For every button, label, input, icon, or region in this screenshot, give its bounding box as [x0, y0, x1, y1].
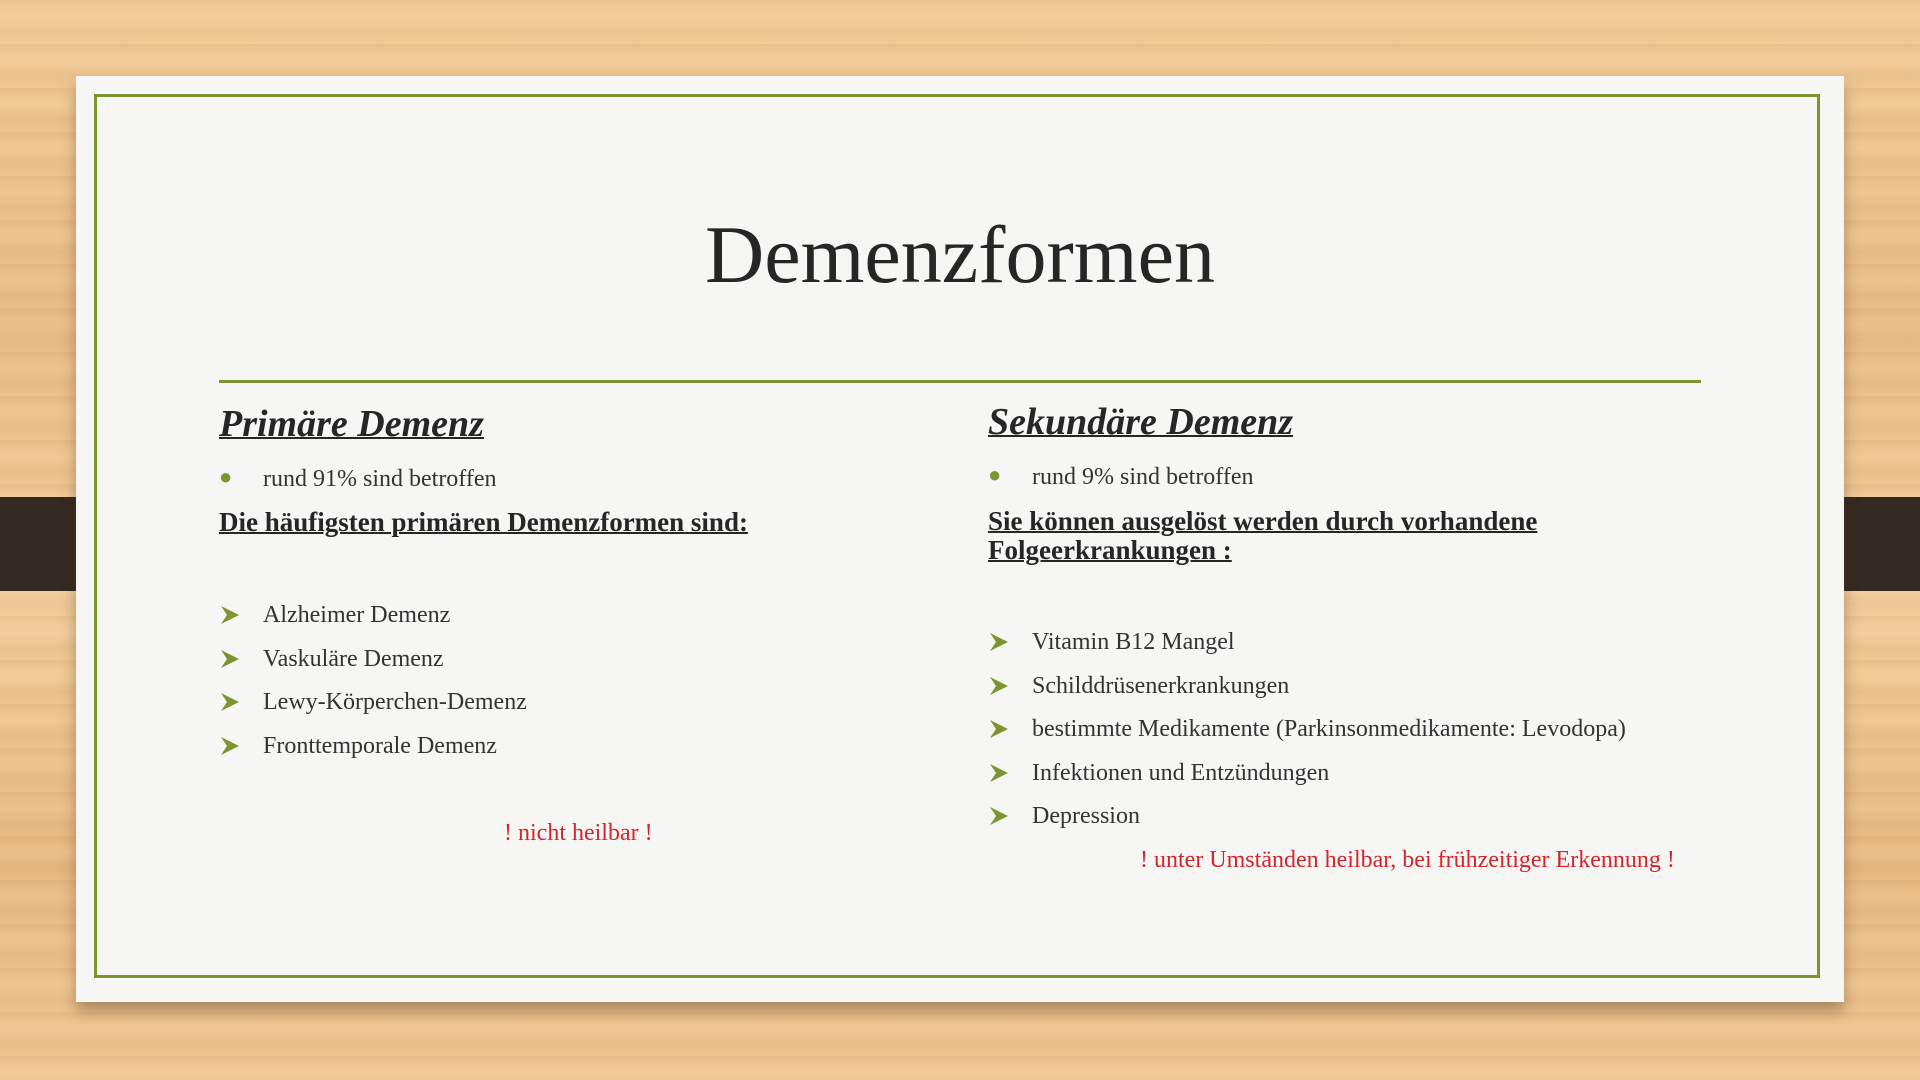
arrowhead-bullet-icon	[988, 762, 1010, 784]
arrowhead-bullet-icon	[988, 805, 1010, 827]
primary-heading: Primäre Demenz	[219, 403, 484, 445]
list-item-text: Vaskuläre Demenz	[263, 645, 444, 672]
arrowhead-bullet-icon	[219, 691, 241, 713]
secondary-bullet-text: rund 9% sind betroffen	[1032, 464, 1254, 490]
arrowhead-bullet-icon	[988, 718, 1010, 740]
list-item-text: Infektionen und Entzündungen	[1032, 759, 1330, 786]
primary-bullet-text: rund 91% sind betroffen	[263, 466, 497, 492]
list-item-text: Schilddrüsenerkrankungen	[1032, 672, 1290, 699]
list-item-text: Alzheimer Demenz	[263, 602, 451, 628]
arrowhead-bullet-icon	[988, 675, 1010, 697]
primary-subheading: Die häufigsten primären Demenzformen sind:	[219, 507, 748, 537]
primary-note: ! nicht heilbar !	[504, 820, 653, 846]
round-bullet-icon: ●	[988, 462, 1002, 487]
list-item-text: Fronttemporale Demenz	[263, 732, 497, 759]
list-item-text: Vitamin B12 Mangel	[1032, 629, 1235, 655]
slide-title: Demenzformen	[705, 209, 1215, 300]
list-item-text: Depression	[1032, 803, 1140, 829]
arrowhead-bullet-icon	[988, 631, 1010, 653]
list-item-text: bestimmte Medikamente (Parkinsonmedikamente: Levodopa)	[1032, 716, 1626, 742]
list-item-text: Lewy-Körperchen-Demenz	[263, 689, 527, 715]
arrowhead-bullet-icon	[219, 735, 241, 757]
slide	[76, 76, 1844, 1002]
round-bullet-icon: ●	[219, 464, 233, 489]
arrowhead-bullet-icon	[219, 648, 241, 670]
arrowhead-bullet-icon	[219, 604, 241, 626]
secondary-heading: Sekundäre Demenz	[988, 401, 1294, 443]
title-divider	[219, 380, 1701, 383]
secondary-note: ! unter Umständen heilbar, bei frühzeitiger Erkennung !	[1140, 847, 1675, 873]
secondary-subheading: Sie können ausgelöst werden durch vorhandene Folgeerkrankungen :	[988, 506, 1538, 565]
